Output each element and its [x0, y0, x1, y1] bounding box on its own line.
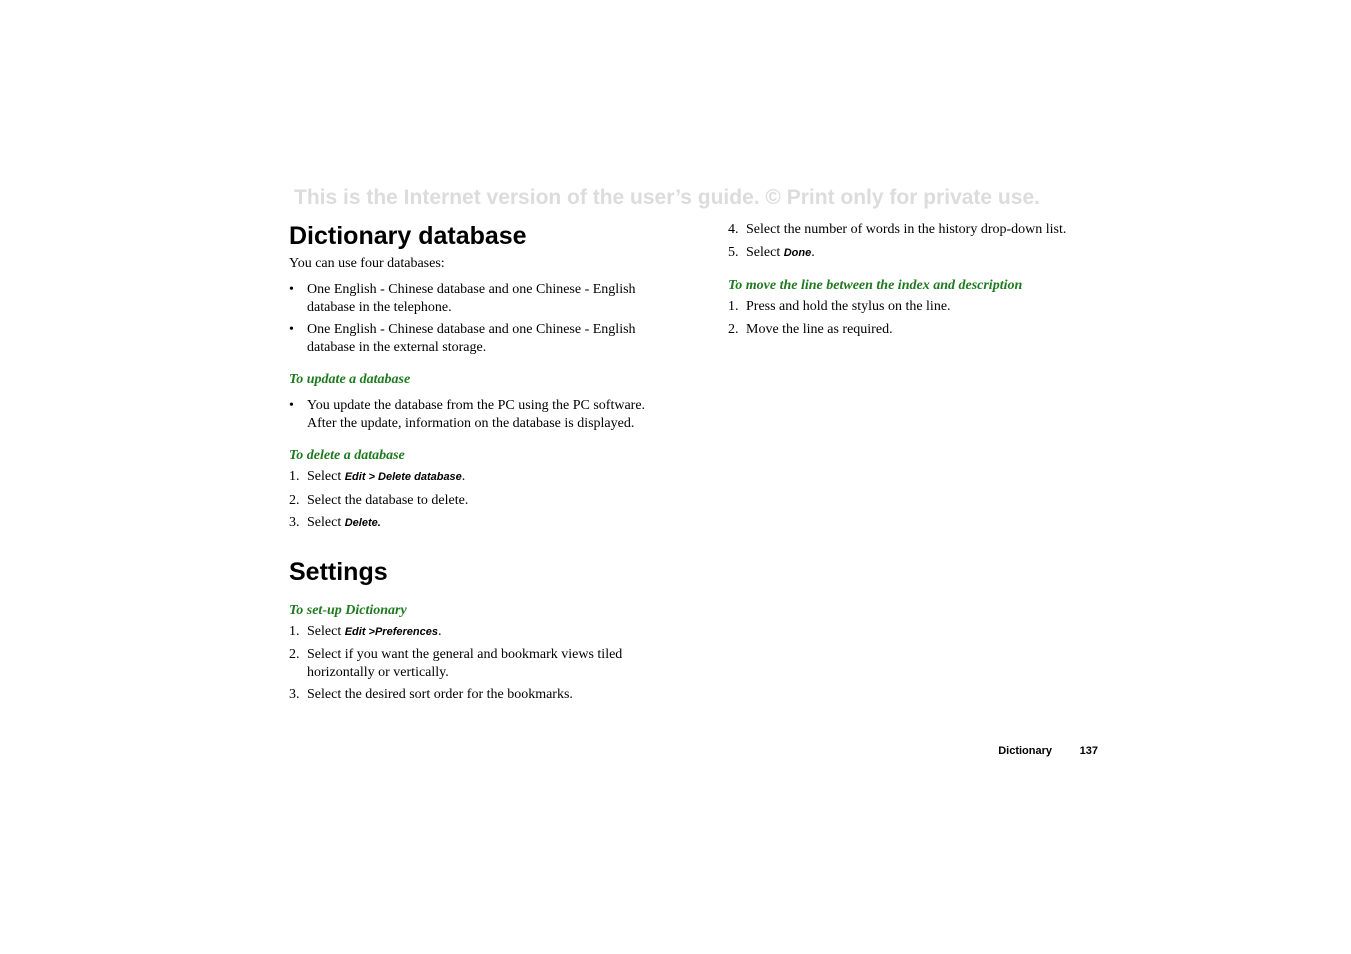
intro-text: You can use four databases:: [289, 256, 445, 271]
subheading-setup: To set-up Dictionary: [289, 602, 407, 618]
step-item: 1. Press and hold the stylus on the line.: [728, 299, 951, 314]
watermark: This is the Internet version of the user’s guide. © Print only for private use.: [294, 186, 1040, 209]
subheading-update: To update a database: [289, 372, 411, 387]
delete-steps: [289, 468, 661, 533]
footer-section: Dictionary: [998, 745, 1052, 757]
setup-steps-continued: [728, 221, 1108, 262]
bullet-item: • One English - Chinese database and one Chinese - English database in the telephone.: [289, 282, 636, 315]
step-item: 2. Move the line as required.: [728, 321, 893, 337]
heading-settings: Settings: [289, 557, 388, 586]
bullet-item: • One English - Chinese database and one Chinese - English database in the external storage.: [289, 322, 636, 355]
step-item: 1. Select Edit > Delete database.: [289, 469, 466, 484]
left-column: [289, 220, 661, 704]
heading-dictionary-database: Dictionary database: [289, 222, 527, 250]
subheading-move-line: To move the line between the index and description: [728, 278, 1023, 293]
step-item: 2. Select the database to delete.: [289, 492, 469, 508]
step-item: 4. Select the number of words in the history drop-down list.: [728, 222, 1067, 237]
setup-steps: [289, 623, 661, 704]
database-bullets: [289, 281, 661, 356]
update-bullets: [289, 397, 661, 432]
right-column: [728, 220, 1108, 338]
step-item: 1. Select Edit >Preferences.: [289, 623, 442, 639]
page-number: 137: [1079, 745, 1098, 757]
step-item: 3. Select the desired sort order for the bookmarks.: [289, 687, 573, 702]
step-item: 5. Select Done.: [728, 244, 815, 260]
bullet-item: • You update the database from the PC using the PC software. After the update, information on the database is displayed.: [289, 398, 646, 431]
step-item: 3. Select Delete.: [289, 515, 381, 530]
subheading-delete: To delete a database: [289, 448, 405, 463]
move-steps: [728, 298, 1108, 338]
step-item: 2. Select if you want the general and bookmark views tiled horizontally or vertically.: [289, 647, 623, 680]
